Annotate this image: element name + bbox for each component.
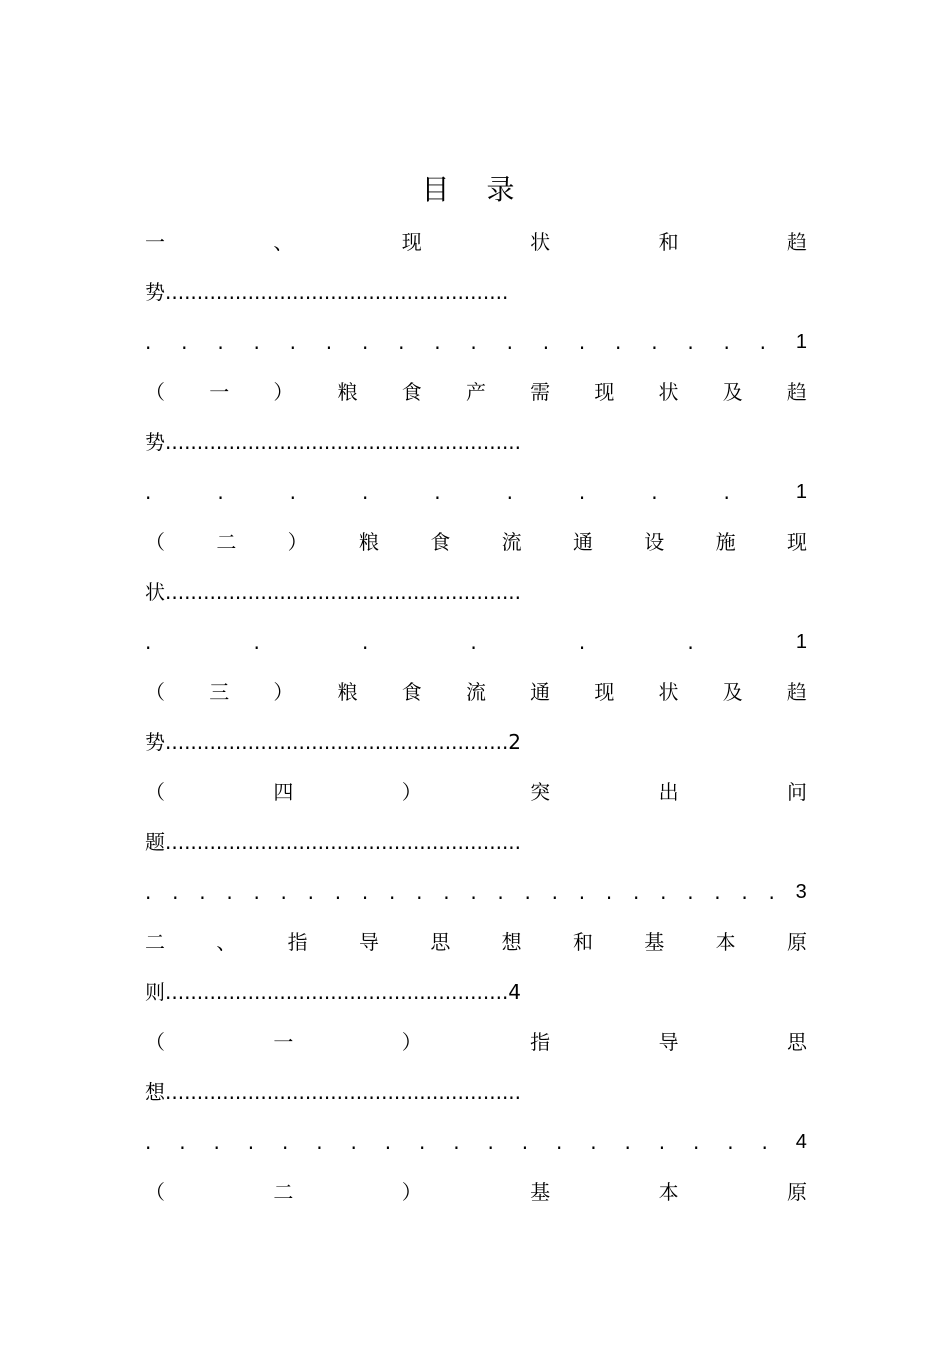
toc-line bbox=[145, 377, 807, 407]
toc-char: . bbox=[693, 1130, 700, 1154]
toc-char: 思 bbox=[430, 930, 451, 954]
toc-char: . bbox=[416, 880, 423, 904]
toc-char: 二 bbox=[273, 1180, 294, 1204]
toc-char: . bbox=[506, 480, 513, 504]
toc-char: 突 bbox=[530, 780, 551, 804]
toc-char: 产 bbox=[465, 380, 486, 404]
toc-char: 原 bbox=[786, 930, 807, 954]
toc-line bbox=[145, 827, 807, 857]
toc-char: . bbox=[687, 330, 694, 354]
page-title: 目 录 bbox=[421, 173, 529, 206]
toc-char: . bbox=[289, 480, 296, 504]
toc-char: . bbox=[660, 880, 667, 904]
toc-char: . bbox=[253, 330, 260, 354]
toc-char: . bbox=[551, 880, 558, 904]
toc-char: （ bbox=[145, 1180, 165, 1204]
toc-char: 导 bbox=[658, 1030, 679, 1054]
toc-line bbox=[145, 677, 807, 707]
toc-char: . bbox=[741, 880, 748, 904]
toc-char: . bbox=[487, 1130, 494, 1154]
toc-char: . bbox=[759, 330, 767, 354]
toc-char: 粮 bbox=[337, 680, 358, 704]
toc-entry-text: 则......................................................4 bbox=[145, 980, 522, 1004]
toc-char: 状 bbox=[530, 230, 551, 254]
toc-char: . bbox=[497, 880, 504, 904]
toc-char: . bbox=[578, 330, 586, 354]
toc-char: . bbox=[605, 880, 613, 904]
toc-char: 及 bbox=[722, 680, 743, 704]
toc-char: 趋 bbox=[786, 230, 807, 254]
toc-char: 4 bbox=[795, 1131, 807, 1153]
toc-char: 食 bbox=[401, 680, 422, 704]
toc-char: . bbox=[470, 630, 477, 654]
toc-char: . bbox=[350, 1130, 357, 1154]
toc-char: . bbox=[316, 1130, 323, 1154]
toc-char: 3 bbox=[795, 881, 807, 903]
toc-char: 出 bbox=[658, 780, 679, 804]
toc-char: 设 bbox=[644, 530, 665, 554]
toc-char: . bbox=[334, 880, 342, 904]
toc-char: . bbox=[768, 880, 775, 904]
toc-char: 、 bbox=[273, 230, 294, 254]
toc-char: ） bbox=[273, 380, 294, 404]
toc-char: 现 bbox=[594, 680, 615, 704]
toc-char: 粮 bbox=[337, 380, 358, 404]
toc-line bbox=[145, 977, 807, 1007]
toc-char: . bbox=[307, 880, 315, 904]
toc-char: . bbox=[217, 330, 224, 354]
toc-char: . bbox=[282, 1130, 289, 1154]
toc-char: . bbox=[687, 630, 694, 654]
toc-char: . bbox=[761, 1130, 768, 1154]
toc-char: 、 bbox=[216, 930, 237, 954]
toc-char: . bbox=[419, 1130, 426, 1154]
toc-char: . bbox=[578, 630, 586, 654]
toc-line bbox=[145, 927, 807, 957]
toc-char: . bbox=[727, 1130, 734, 1154]
toc-char: . bbox=[289, 330, 296, 354]
toc-char: 本 bbox=[658, 1180, 679, 1204]
toc-char: . bbox=[172, 880, 179, 904]
toc-char: 指 bbox=[530, 1030, 551, 1054]
toc-char: 施 bbox=[715, 530, 736, 554]
toc-line bbox=[145, 1027, 807, 1057]
toc-char: . bbox=[145, 1130, 152, 1154]
toc-char: . bbox=[145, 880, 152, 904]
toc-char: ） bbox=[273, 680, 294, 704]
toc-char: 一 bbox=[209, 380, 230, 404]
toc-char: . bbox=[226, 880, 233, 904]
toc-line bbox=[145, 427, 807, 457]
toc-char: 和 bbox=[658, 230, 679, 254]
toc-char: 1 bbox=[795, 481, 807, 503]
toc-char: . bbox=[361, 880, 369, 904]
toc-line bbox=[145, 627, 807, 657]
toc-line bbox=[145, 1077, 807, 1107]
toc-entry-text: 势........................................................ bbox=[145, 430, 522, 454]
toc-char: . bbox=[325, 330, 333, 354]
toc-entry-text: 状........................................................ bbox=[145, 580, 522, 604]
toc-char: . bbox=[658, 1130, 666, 1154]
toc-char: . bbox=[506, 330, 513, 354]
toc-char: （ bbox=[145, 1030, 165, 1054]
toc-entry-text: 势......................................................2 bbox=[145, 730, 522, 754]
toc-char: . bbox=[361, 630, 369, 654]
toc-char: . bbox=[632, 880, 640, 904]
toc-entry-text: 势...................................................... bbox=[145, 280, 509, 304]
toc-char: . bbox=[687, 880, 694, 904]
toc-char: 食 bbox=[430, 530, 451, 554]
toc-line bbox=[145, 327, 807, 357]
toc-line bbox=[145, 877, 807, 907]
toc-char: . bbox=[624, 1130, 631, 1154]
toc-char: 流 bbox=[465, 680, 486, 704]
toc-char: 状 bbox=[658, 380, 679, 404]
toc-char: （ bbox=[145, 680, 165, 704]
toc-char: 1 bbox=[795, 631, 807, 653]
toc-char: . bbox=[181, 330, 188, 354]
toc-line bbox=[145, 477, 807, 507]
toc-char: 现 bbox=[594, 380, 615, 404]
toc-entry-text: 想........................................................ bbox=[145, 1080, 522, 1104]
toc-char: 导 bbox=[358, 930, 379, 954]
toc-char: 四 bbox=[273, 780, 294, 804]
toc-char: 现 bbox=[786, 530, 807, 554]
toc-char: . bbox=[179, 1130, 186, 1154]
toc-char: . bbox=[253, 630, 260, 654]
toc-char: 趋 bbox=[786, 680, 807, 704]
toc-line bbox=[145, 227, 807, 257]
toc-char: 一 bbox=[145, 230, 165, 254]
toc-char: 趋 bbox=[786, 380, 807, 404]
toc-char: . bbox=[434, 330, 441, 354]
toc-char: 状 bbox=[658, 680, 679, 704]
toc-char: . bbox=[145, 630, 152, 654]
toc-char: 二 bbox=[216, 530, 237, 554]
toc-char: . bbox=[217, 480, 224, 504]
toc-char: 流 bbox=[501, 530, 522, 554]
toc-char: ） bbox=[287, 530, 308, 554]
toc-char: . bbox=[542, 330, 550, 354]
toc-char: 本 bbox=[715, 930, 736, 954]
toc-char: 1 bbox=[795, 331, 807, 353]
toc-char: . bbox=[578, 480, 586, 504]
toc-char: . bbox=[213, 1130, 220, 1154]
toc-char: . bbox=[388, 880, 396, 904]
toc-char: . bbox=[615, 330, 622, 354]
toc-char: . bbox=[723, 330, 730, 354]
toc-char: . bbox=[651, 330, 658, 354]
toc-line bbox=[145, 1127, 807, 1157]
toc-entry-text: 题........................................................ bbox=[145, 830, 522, 854]
toc-char: 一 bbox=[273, 1030, 294, 1054]
toc-char: 指 bbox=[287, 930, 308, 954]
toc-char: （ bbox=[145, 380, 165, 404]
toc-char: 基 bbox=[644, 930, 665, 954]
toc-char: . bbox=[247, 1130, 255, 1154]
toc-char: . bbox=[361, 480, 369, 504]
toc-char: . bbox=[398, 330, 405, 354]
toc-char: . bbox=[453, 1130, 460, 1154]
toc-char: . bbox=[280, 880, 287, 904]
toc-char: . bbox=[470, 880, 477, 904]
toc-char: ） bbox=[401, 780, 422, 804]
toc-char: 和 bbox=[572, 930, 593, 954]
toc-char: （ bbox=[145, 780, 165, 804]
toc-char: 现 bbox=[401, 230, 422, 254]
toc-char: 原 bbox=[786, 1180, 807, 1204]
toc-char: 粮 bbox=[358, 530, 379, 554]
toc-char: ） bbox=[401, 1030, 422, 1054]
toc-line bbox=[145, 777, 807, 807]
toc-char: . bbox=[361, 330, 369, 354]
toc-char: 思 bbox=[786, 1030, 807, 1054]
toc-char: . bbox=[590, 1130, 597, 1154]
toc-char: . bbox=[651, 480, 658, 504]
toc-char: 需 bbox=[530, 380, 551, 404]
toc-char: 基 bbox=[530, 1180, 551, 1204]
toc-char: . bbox=[253, 880, 260, 904]
toc-char: . bbox=[578, 880, 586, 904]
toc-line bbox=[145, 277, 807, 307]
toc-line bbox=[145, 1177, 807, 1207]
toc-char: . bbox=[443, 880, 450, 904]
toc-line bbox=[145, 527, 807, 557]
toc-char: （ bbox=[145, 530, 165, 554]
toc-char: 食 bbox=[401, 380, 422, 404]
toc-char: . bbox=[524, 880, 531, 904]
toc-line bbox=[145, 727, 807, 757]
toc-char: 二 bbox=[145, 930, 165, 954]
toc-char: . bbox=[470, 330, 477, 354]
toc-char: . bbox=[723, 480, 730, 504]
toc-char: . bbox=[384, 1130, 392, 1154]
toc-char: . bbox=[556, 1130, 563, 1154]
toc-char: . bbox=[521, 1130, 529, 1154]
toc-char: . bbox=[145, 480, 152, 504]
toc-char: 三 bbox=[209, 680, 230, 704]
toc-char: . bbox=[714, 880, 721, 904]
toc-char: 通 bbox=[530, 680, 551, 704]
toc-line bbox=[145, 577, 807, 607]
toc-char: . bbox=[199, 880, 206, 904]
toc-char: . bbox=[434, 480, 441, 504]
toc-char: 通 bbox=[572, 530, 593, 554]
toc-char: 及 bbox=[722, 380, 743, 404]
toc-char: 想 bbox=[501, 930, 522, 954]
toc-char: ） bbox=[401, 1180, 422, 1204]
toc-char: . bbox=[145, 330, 152, 354]
toc-char: 问 bbox=[786, 780, 807, 804]
